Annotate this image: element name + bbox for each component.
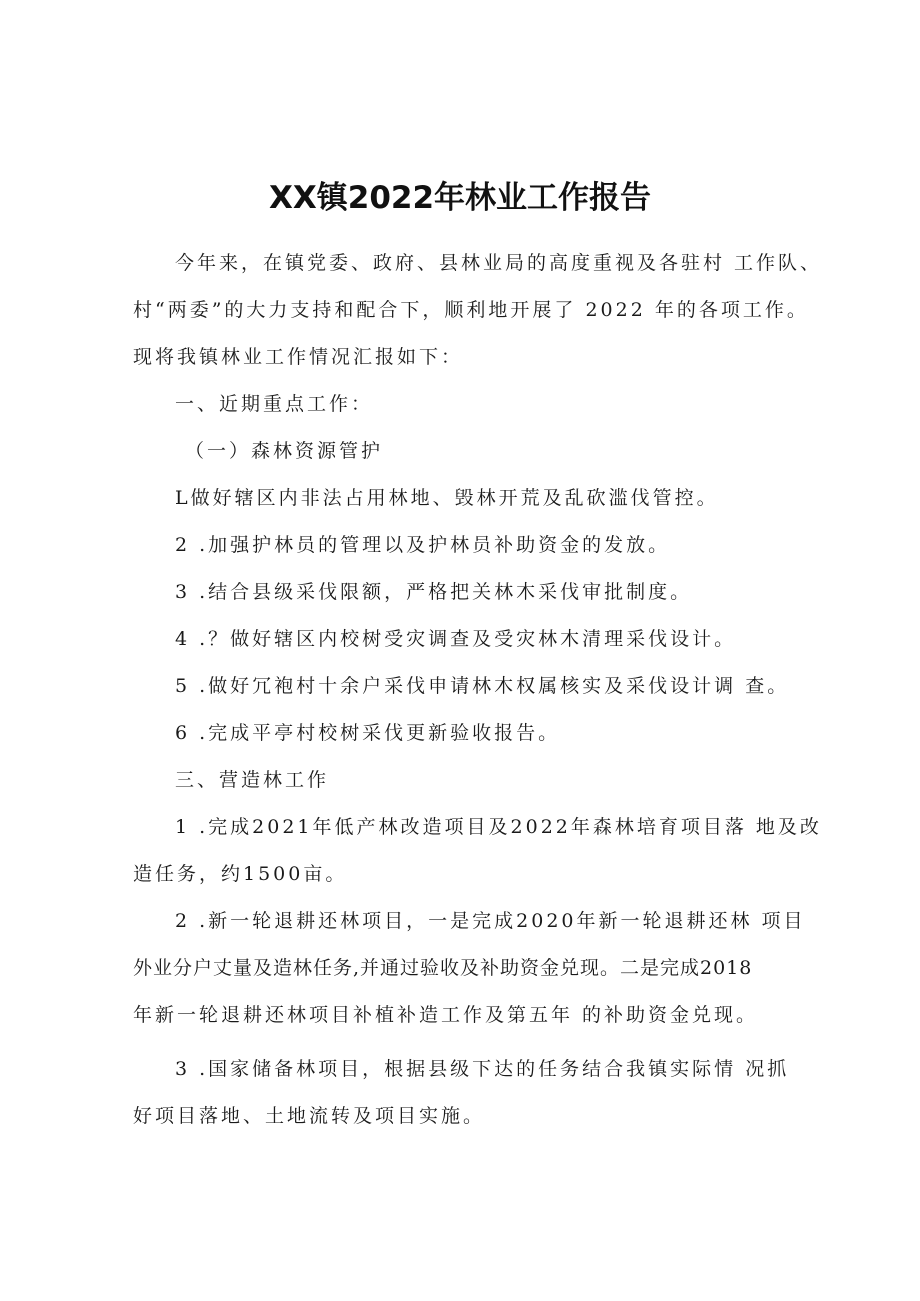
list-item: 4 .？做好辖区内校树受灾调查及受灾林木清理采伐设计。 — [175, 628, 737, 650]
list-item: 2 .加强护林员的管理以及护林员补助资金的发放。 — [175, 534, 671, 556]
intro-line-2: 村“两委”的大力支持和配合下，顺利地开展了 2022 年的各项工作。 — [133, 299, 809, 321]
list-item: 5 .做好冗袍村十余户采伐申请林木权属核实及采伐设计调 查。 — [175, 675, 790, 697]
section3-item2-line-2: 外业分户丈量及造林任务,并通过验收及补助资金兑现。二是完成2018 — [133, 957, 753, 979]
section1-heading: 一、近期重点工作： — [175, 393, 374, 415]
list-item: L做好辖区内非法占用林地、毁林开荒及乱砍滥伐管控。 — [175, 487, 719, 509]
list-item: 3 .结合县级采伐限额，严格把关林木采伐审批制度。 — [175, 581, 693, 603]
intro-line-1: 今年来，在镇党委、政府、县林业局的高度重视及各驻村 工作队、 — [175, 252, 823, 274]
section3-item2-line-3: 年新一轮退耕还林项目补植补造工作及第五年 的补助资金兑现。 — [133, 1004, 759, 1026]
section3-item2-line-1: 2 .新一轮退耕还林项目，一是完成2020年新一轮退耕还林 项目 — [175, 910, 806, 932]
section3-item1-line-2: 造任务，约1500亩。 — [133, 863, 348, 885]
section1-subheading: （一）森林资源管护 — [185, 440, 384, 462]
section3-heading: 三、营造林工作 — [175, 769, 330, 791]
intro-line-3: 现将我镇林业工作情况汇报如下： — [133, 346, 464, 368]
list-item: 6 .完成平亭村校树采伐更新验收报告。 — [175, 722, 561, 744]
section3-item3-line-1: 3 .国家储备林项目，根据县级下达的任务结合我镇实际情 况抓 — [175, 1058, 790, 1080]
document-title: XX镇2022年林业工作报告 — [268, 180, 652, 216]
section3-item1-line-1: 1 .完成2021年低产林改造项目及2022年森林培育项目落 地及改 — [175, 816, 822, 838]
section3-item3-line-2: 好项目落地、土地流转及项目实施。 — [133, 1105, 486, 1127]
